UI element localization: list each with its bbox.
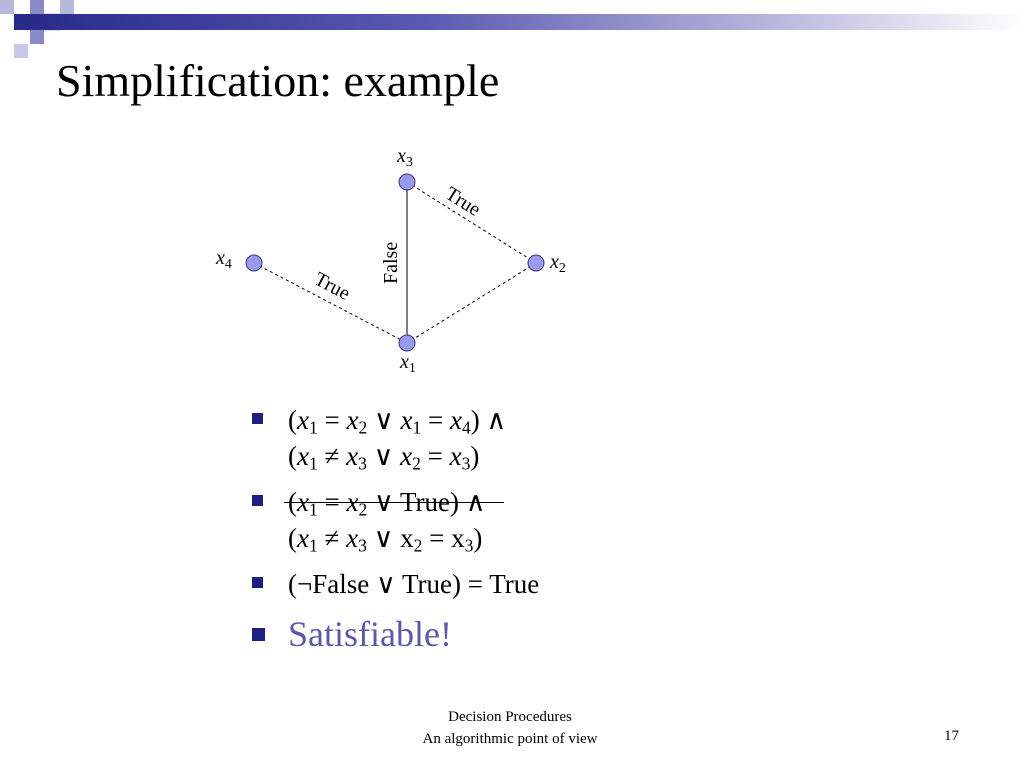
bullet-square bbox=[252, 413, 263, 424]
top-gradient-bar bbox=[30, 14, 1024, 30]
bullet-list bbox=[250, 402, 539, 666]
edge-label-x3-x1: False bbox=[380, 241, 402, 284]
bullet-text: (¬False ∨ True) = True bbox=[288, 569, 540, 599]
bullet-square bbox=[252, 495, 263, 506]
edge-x2-x1 bbox=[407, 263, 536, 343]
bullet-item-3 bbox=[250, 566, 539, 602]
node-label-x3: $x_3$ bbox=[397, 145, 413, 170]
slide-footer bbox=[350, 706, 670, 750]
bullet-item-1: ($x_1 = x_2$ ∨ $x_1 = x_4$) ∧ ($x_1 \ne x_3$ ∨ $x_2 = x_3$) bbox=[250, 402, 539, 474]
bullet-item-4 bbox=[250, 612, 539, 656]
edge-label-x3-x2: True bbox=[441, 182, 485, 221]
bullet-item-2: ($x_1 = x_2$ ∨ True) ∧ ($x_1 \ne x_3$ ∨ $x_2 = x_3$) bbox=[250, 484, 539, 556]
equality-graph bbox=[200, 140, 600, 380]
satisfiable-text: Satisfiable! bbox=[288, 614, 452, 654]
page-number: 17 bbox=[944, 728, 959, 744]
node-x4 bbox=[246, 255, 262, 271]
node-label-x1: $x_1$ bbox=[400, 351, 416, 376]
footer-line-2: An algorithmic point of view bbox=[422, 731, 598, 747]
node-x1 bbox=[399, 335, 415, 351]
struck-clause: ($x_1 = x_2$ ∨ True) ∧ bbox=[288, 484, 486, 520]
node-label-x4: $x_4$ bbox=[216, 247, 232, 272]
corner-decoration bbox=[0, 0, 80, 62]
node-label-x2: $x_2$ bbox=[550, 251, 566, 276]
node-x3 bbox=[399, 174, 415, 190]
edge-label-x4-x1: True bbox=[310, 267, 354, 305]
bullet-square bbox=[252, 577, 263, 588]
node-x2 bbox=[528, 255, 544, 271]
bullet-square bbox=[252, 628, 265, 641]
footer-line-1: Decision Procedures bbox=[448, 709, 572, 725]
slide-title: Simplification: example bbox=[56, 55, 500, 106]
